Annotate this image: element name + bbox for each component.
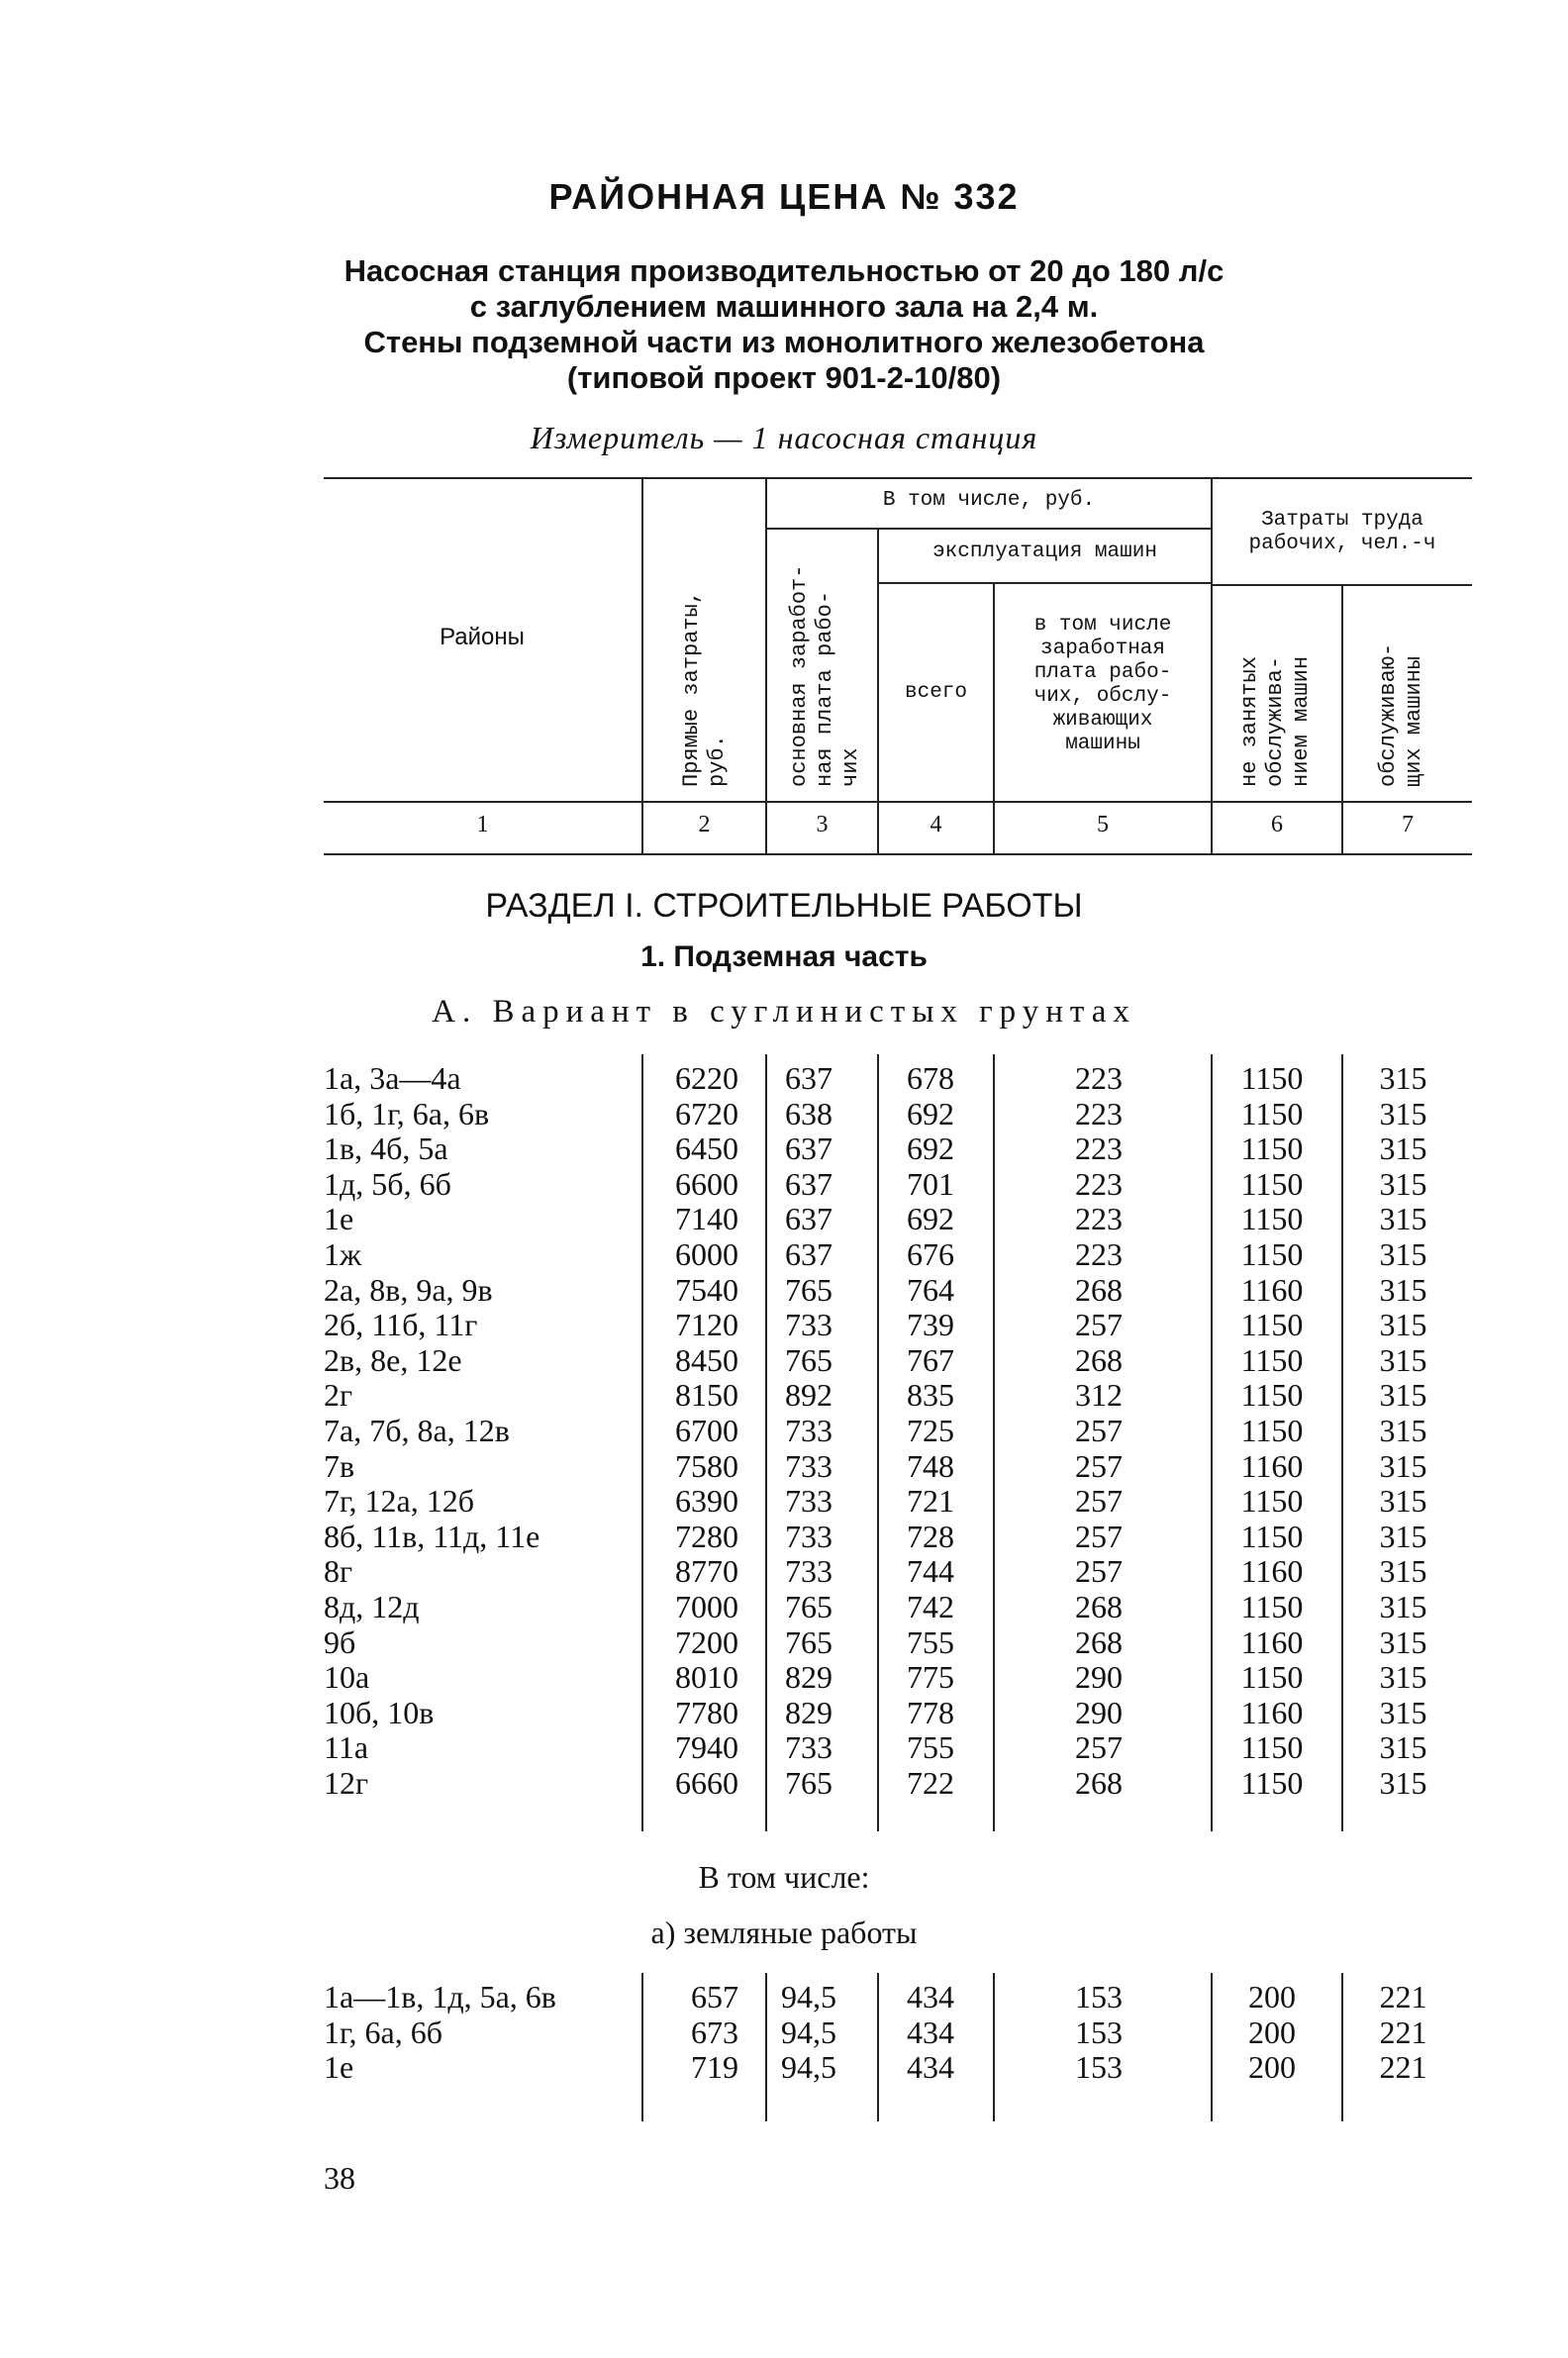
pryamye-cell: 7940 [675,1729,738,1766]
pryamye-cell: 7120 [675,1307,738,1343]
vsego-cell: 728 [907,1518,954,1554]
table-row [0,1554,1568,1589]
header-bottom-rule [324,801,1472,803]
zarplata-cell: 268 [1075,1271,1123,1308]
rayon-cell: 8б, 11в, 11д, 11е [324,1518,540,1554]
header-zarplata: в том числе заработная плата рабо- чих, обслу- живающих машины [1033,614,1172,755]
header-ne-zanyatykh: не занятых обслужива- нием машин [1237,655,1314,787]
header-osnovnaya: основная заработ- ная плата рабо- чих [787,564,863,787]
osnovnaya-cell: 765 [785,1623,833,1660]
zarplata-cell: 223 [1075,1165,1123,1202]
obsluzh-cell: 315 [1379,1553,1427,1590]
osnovnaya-cell: 733 [785,1553,833,1590]
osnovnaya-cell: 637 [785,1130,833,1167]
header-v-tom-chisle: В том числе, руб. [882,489,1096,512]
vsego-cell: 434 [907,2049,954,2086]
header-ekspluatatsiya: эксплуатация машин [932,540,1157,563]
obsluzh-cell: 315 [1379,1623,1427,1660]
vsego-cell: 692 [907,1201,954,1237]
vsego-cell: 676 [907,1236,954,1272]
rayon-cell: 8г [324,1553,353,1590]
zarplata-cell: 257 [1075,1447,1123,1484]
rayon-cell: 7в [324,1447,355,1484]
subtitle-line-2: с заглублением машинного зала на 2,4 м. [469,289,1099,324]
osnovnaya-cell: 765 [785,1765,833,1801]
pryamye-cell: 8010 [675,1659,738,1696]
zarplata-cell: 153 [1075,2014,1123,2050]
ne-zanyatykh-cell: 1150 [1240,1060,1304,1096]
obsluzh-cell: 315 [1379,1377,1427,1414]
table-row [0,2050,1568,2085]
osnovnaya-cell: 733 [785,1413,833,1448]
ne-zanyatykh-cell: 200 [1248,1979,1296,2014]
obsluzh-cell: 221 [1379,2049,1427,2086]
ne-zanyatykh-cell: 1160 [1240,1694,1304,1730]
vsego-cell: 742 [907,1589,954,1624]
osnovnaya-cell: 637 [785,1060,833,1096]
pryamye-cell: 7580 [675,1447,738,1484]
zarplata-cell: 223 [1075,1060,1123,1096]
colnum-5: 5 [1097,812,1109,837]
section-title: РАЗДЕЛ I. СТРОИТЕЛЬНЫЕ РАБОТЫ [485,887,1083,925]
vsego-cell: 775 [907,1659,954,1696]
header-rayony: Районы [440,624,525,650]
pryamye-cell: 6600 [675,1165,738,1202]
vsego-cell: 434 [907,2014,954,2050]
subsection-zemlyanye: а) земляные работы [650,1915,918,1950]
obsluzh-cell: 315 [1379,1095,1427,1131]
table-row [0,1625,1568,1660]
osnovnaya-cell: 637 [785,1236,833,1272]
obsluzh-cell: 221 [1379,2014,1427,2050]
vsego-cell: 835 [907,1377,954,1414]
zarplata-cell: 290 [1075,1659,1123,1696]
ne-zanyatykh-cell: 1150 [1240,1483,1304,1520]
osnovnaya-cell: 638 [785,1095,833,1131]
ne-zanyatykh-cell: 1150 [1240,1413,1304,1448]
zarplata-cell: 257 [1075,1518,1123,1554]
pryamye-cell: 6700 [675,1413,738,1448]
zarplata-cell: 223 [1075,1236,1123,1272]
obsluzh-cell: 315 [1379,1307,1427,1343]
vsego-cell: 755 [907,1729,954,1766]
pryamye-cell: 7540 [675,1271,738,1308]
obsluzh-cell: 315 [1379,1130,1427,1167]
vrule-2 [765,479,767,853]
osnovnaya-cell: 829 [785,1694,833,1730]
pryamye-cell: 6220 [675,1060,738,1096]
table-row [0,1237,1568,1272]
table-row [0,1730,1568,1765]
vsego-cell: 434 [907,1979,954,2014]
pryamye-cell: 6000 [675,1236,738,1272]
vsego-cell: 755 [907,1623,954,1660]
zarplata-cell: 268 [1075,1623,1123,1660]
ne-zanyatykh-cell: 200 [1248,2014,1296,2050]
rayon-cell: 2в, 8е, 12е [324,1341,462,1378]
table-row [0,1378,1568,1413]
ne-zanyatykh-cell: 1150 [1240,1518,1304,1554]
osnovnaya-cell: 733 [785,1518,833,1554]
rayon-cell: 7г, 12а, 12б [324,1483,474,1520]
osnovnaya-cell: 637 [785,1201,833,1237]
zarplata-cell: 223 [1075,1130,1123,1167]
rayon-cell: 1г, 6а, 6б [324,2014,442,2050]
header-vsego: всего [904,681,967,704]
colnum-7: 7 [1402,812,1414,837]
vrule-1 [641,479,643,853]
ne-zanyatykh-cell: 1150 [1240,1095,1304,1131]
table-row [0,1167,1568,1202]
table-row [0,1097,1568,1131]
zarplata-cell: 223 [1075,1201,1123,1237]
table-row [0,1343,1568,1378]
zarplata-cell: 153 [1075,1979,1123,2014]
table-row [0,1131,1568,1166]
colnum-4: 4 [930,812,942,837]
rayon-cell: 10а [324,1659,370,1696]
vsego-cell: 764 [907,1271,954,1308]
rayon-cell: 7а, 7б, 8а, 12в [324,1413,510,1448]
header-obsluzhivayushchikh: обслуживаю- щих машины [1376,642,1426,787]
colnum-3: 3 [816,812,829,837]
ne-zanyatykh-cell: 1150 [1240,1307,1304,1343]
ne-zanyatykh-cell: 1150 [1240,1729,1304,1766]
osnovnaya-cell: 637 [785,1165,833,1202]
pryamye-cell: 7280 [675,1518,738,1554]
vsego-cell: 748 [907,1447,954,1484]
rayon-cell: 2б, 11б, 11г [324,1307,478,1343]
obsluzh-cell: 315 [1379,1271,1427,1308]
obsluzh-cell: 315 [1379,1694,1427,1730]
ne-zanyatykh-cell: 1150 [1240,1236,1304,1272]
header-top-rule [324,477,1472,479]
section-variant: А. Вариант в суглинистых грунтах [432,994,1136,1030]
vsego-cell: 722 [907,1765,954,1801]
table-row [0,1484,1568,1519]
pryamye-cell: 7200 [675,1623,738,1660]
table-row [0,1061,1568,1096]
pryamye-cell: 8450 [675,1341,738,1378]
rayon-cell: 1б, 1г, 6а, 6в [324,1095,490,1131]
table-row [0,1980,1568,2014]
obsluzh-cell: 315 [1379,1341,1427,1378]
pryamye-cell: 8150 [675,1377,738,1414]
colnum-2: 2 [698,812,711,837]
zarplata-cell: 290 [1075,1694,1123,1730]
osnovnaya-cell: 94,5 [781,2014,836,2050]
obsluzh-cell: 315 [1379,1483,1427,1520]
pryamye-cell: 6450 [675,1130,738,1167]
pryamye-cell: 719 [691,2049,738,2086]
obsluzh-cell: 315 [1379,1518,1427,1554]
ne-zanyatykh-cell: 1150 [1240,1341,1304,1378]
osnovnaya-cell: 733 [785,1447,833,1484]
rayon-cell: 1е [324,2049,354,2086]
zarplata-cell: 268 [1075,1589,1123,1624]
table-row [0,1273,1568,1308]
vsego-cell: 744 [907,1553,954,1590]
rayon-cell: 1а—1в, 1д, 5а, 6в [324,1979,556,2014]
obsluzh-cell: 315 [1379,1236,1427,1272]
measure-unit: Измеритель — 1 насосная станция [530,420,1038,455]
pryamye-cell: 6390 [675,1483,738,1520]
pryamye-cell: 7000 [675,1589,738,1624]
rayon-cell: 8д, 12д [324,1589,420,1624]
table-row [0,1660,1568,1695]
obsluzh-cell: 315 [1379,1165,1427,1202]
ne-zanyatykh-cell: 1150 [1240,1201,1304,1237]
obsluzh-cell: 315 [1379,1201,1427,1237]
pryamye-cell: 8770 [675,1553,738,1590]
ne-zanyatykh-cell: 1160 [1240,1271,1304,1308]
rayon-cell: 10б, 10в [324,1694,435,1730]
vsego-cell: 778 [907,1694,954,1730]
zarplata-cell: 257 [1075,1483,1123,1520]
page-number: 38 [324,2160,355,2196]
osnovnaya-cell: 733 [785,1729,833,1766]
ne-zanyatykh-cell: 1150 [1240,1659,1304,1696]
zarplata-cell: 257 [1075,1729,1123,1766]
ne-zanyatykh-cell: 1150 [1240,1589,1304,1624]
table-row [0,1520,1568,1554]
vsego-cell: 721 [907,1483,954,1520]
rayon-cell: 1д, 5б, 6б [324,1165,451,1202]
zarplata-cell: 153 [1075,2049,1123,2086]
osnovnaya-cell: 733 [785,1483,833,1520]
ne-zanyatykh-cell: 1150 [1240,1130,1304,1167]
header-zatraty-truda: Затраты труда рабочих, чел.-ч [1248,509,1436,555]
subtitle-line-1: Насосная станция производительностью от 20 до 180 л/с [343,253,1225,288]
zarplata-cell: 257 [1075,1307,1123,1343]
obsluzh-cell: 315 [1379,1413,1427,1448]
ne-zanyatykh-cell: 1160 [1240,1447,1304,1484]
subtitle-line-4: (типовой проект 901-2-10/80) [566,360,1002,395]
osnovnaya-cell: 94,5 [781,1979,836,2014]
ne-zanyatykh-cell: 1150 [1240,1765,1304,1801]
osnovnaya-cell: 94,5 [781,2049,836,2086]
table-row [0,1308,1568,1342]
obsluzh-cell: 315 [1379,1659,1427,1696]
vsego-cell: 692 [907,1095,954,1131]
osnovnaya-cell: 765 [785,1271,833,1308]
vsego-cell: 692 [907,1130,954,1167]
obsluzh-cell: 315 [1379,1589,1427,1624]
osnovnaya-cell: 733 [785,1307,833,1343]
table-row [0,1414,1568,1448]
osnovnaya-cell: 892 [785,1377,833,1414]
osnovnaya-cell: 765 [785,1589,833,1624]
colnum-6: 6 [1271,812,1283,837]
pryamye-cell: 673 [691,2014,738,2050]
vsego-cell: 767 [907,1341,954,1378]
rayon-cell: 9б [324,1623,356,1660]
zarplata-cell: 268 [1075,1341,1123,1378]
section-part: 1. Подземная часть [640,940,928,973]
ne-zanyatykh-cell: 200 [1248,2049,1296,2086]
ne-zanyatykh-cell: 1160 [1240,1553,1304,1590]
vsego-cell: 678 [907,1060,954,1096]
subtitle-line-3: Стены подземной части из монолитного железобетона [363,325,1205,359]
osnovnaya-cell: 765 [785,1341,833,1378]
obsluzh-cell: 315 [1379,1765,1427,1801]
rayon-cell: 2а, 8в, 9а, 9в [324,1271,493,1308]
osnovnaya-cell: 829 [785,1659,833,1696]
vsego-cell: 701 [907,1165,954,1202]
table-row [0,1590,1568,1624]
zarplata-cell: 312 [1075,1377,1123,1414]
rayon-cell: 1ж [324,1236,362,1272]
table-row [0,1766,1568,1801]
subsection-v-tom-chisle: В том числе: [698,1859,870,1895]
table-row [0,1202,1568,1236]
page-title: РАЙОННАЯ ЦЕНА № 332 [548,176,1020,217]
pryamye-cell: 7780 [675,1694,738,1730]
ne-zanyatykh-cell: 1150 [1240,1165,1304,1202]
obsluzh-cell: 315 [1379,1060,1427,1096]
vtom-rule [767,528,1213,530]
obsluzh-cell: 315 [1379,1447,1427,1484]
zarplata-cell: 257 [1075,1553,1123,1590]
colnum-bottom-rule [324,853,1472,855]
obsluzh-cell: 221 [1379,1979,1427,2014]
rayon-cell: 1е [324,1201,354,1237]
zarplata-cell: 223 [1075,1095,1123,1131]
rayon-cell: 11а [324,1729,369,1766]
vsego-cell: 725 [907,1413,954,1448]
ne-zanyatykh-cell: 1150 [1240,1377,1304,1414]
pryamye-cell: 7140 [675,1201,738,1237]
header-pryamye: Прямые затраты, руб. [679,590,730,787]
zarplata-cell: 268 [1075,1765,1123,1801]
pryamye-cell: 657 [691,1979,738,2014]
vsego-cell: 739 [907,1307,954,1343]
zarplata-cell: 257 [1075,1413,1123,1448]
rayon-cell: 1в, 4б, 5а [324,1130,448,1167]
colnum-1: 1 [476,812,489,837]
pryamye-cell: 6720 [675,1095,738,1131]
rayon-cell: 12г [324,1765,369,1801]
pryamye-cell: 6660 [675,1765,738,1801]
table-row [0,1696,1568,1730]
ne-zanyatykh-cell: 1160 [1240,1623,1304,1660]
rayon-cell: 2г [324,1377,353,1414]
obsluzh-cell: 315 [1379,1729,1427,1766]
rayon-cell: 1а, 3а—4а [324,1060,461,1096]
table-row [0,1449,1568,1484]
ekspl-rule [879,582,1213,584]
table-row [0,2015,1568,2050]
